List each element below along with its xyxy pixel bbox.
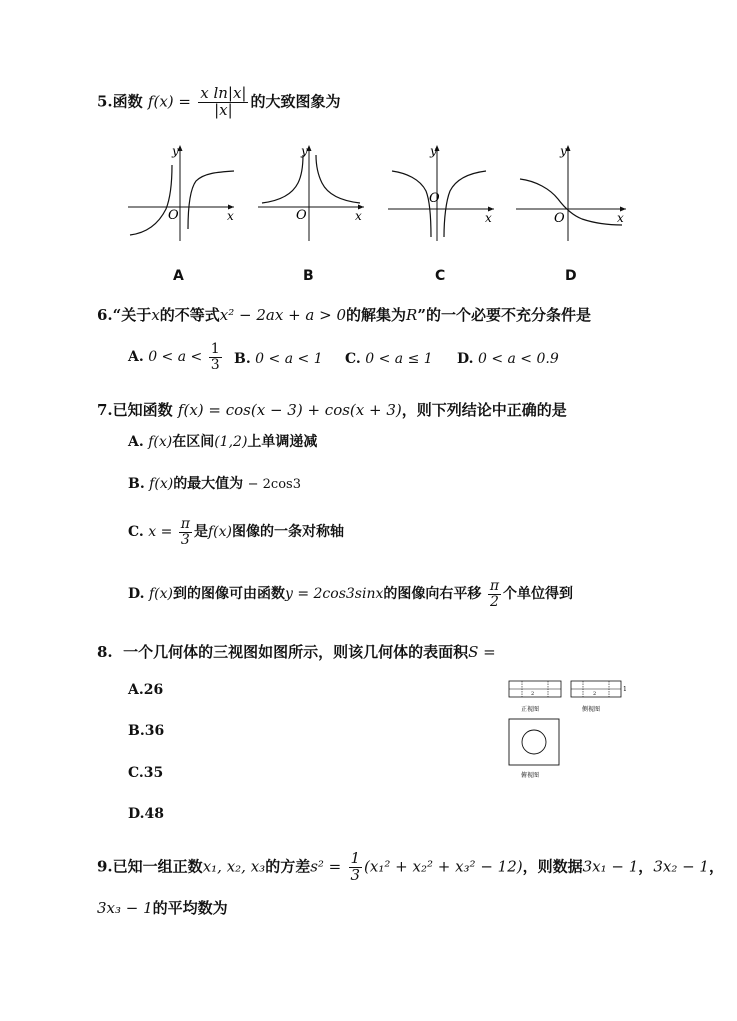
q9-sep: ， (638, 857, 654, 876)
q6-part1: “关于 (112, 306, 152, 324)
q8-option-a-label: A. (128, 682, 144, 698)
q5-graph-c-label: C (435, 268, 446, 284)
q5-graph-b (258, 143, 366, 243)
q5-graph-d (516, 143, 628, 243)
q6-option-b-label: B. (234, 351, 251, 367)
q5-graph-b-label: B (303, 268, 314, 284)
q5-stem (97, 86, 341, 119)
q8-option-b-value: 36 (144, 723, 165, 739)
q9-data1: 3x₁ − 1 (582, 857, 639, 876)
q7-option-b-math2: − 2cos3 (247, 477, 301, 492)
q6-option-c[interactable] (345, 351, 433, 367)
q7-option-d-den: 2 (489, 593, 499, 610)
q7-number: 7. (97, 401, 113, 419)
q8-option-a-value: 26 (143, 682, 164, 698)
q6-inequality: x² − 2ax + a > 0 (219, 306, 347, 324)
q8-option-c-label: C. (128, 765, 144, 781)
q7-option-d-math1: f(x) (148, 586, 173, 603)
q7-option-b[interactable] (128, 473, 301, 493)
q9-data2: 3x₂ − 1 (653, 857, 709, 876)
q7-option-c-num: π (180, 516, 190, 532)
q7-option-c-label: C. (128, 524, 144, 541)
q6-set: R (406, 306, 418, 324)
q7-option-d-text3: 个单位得到 (503, 586, 574, 603)
q7-stem (97, 399, 567, 420)
q8-front-view (509, 681, 561, 713)
q6-option-b[interactable] (234, 351, 323, 367)
q5-fraction (198, 86, 248, 119)
q9-stem-b: 的方差 (265, 857, 311, 876)
q9-frac-num: 1 (350, 849, 361, 867)
q6-part2: 的不等式 (159, 306, 220, 324)
q7-option-d-label: D. (128, 586, 145, 603)
q5-suffix: 的大致图象为 (250, 92, 341, 111)
q5-graph-c-origin: O (429, 191, 440, 206)
q9-stem (97, 851, 724, 884)
q8-option-b[interactable] (128, 723, 164, 739)
q7-option-d-math2: y = 2cos3sinx (284, 586, 384, 603)
q8-stem (97, 641, 496, 662)
q6-option-b-text: 0 < a < 1 (255, 351, 323, 367)
q7-option-b-text1: 的最大值为 (173, 476, 244, 492)
q7-option-d-text1: 到的图像可由函数 (172, 586, 285, 603)
q5-graph-d-origin: O (554, 211, 565, 226)
q8-option-a[interactable] (128, 682, 163, 698)
q5-graph-c-y-label: y (430, 144, 437, 158)
q5-graph-b-x-label: x (355, 209, 362, 223)
q9-stem-c: ，则数据 (522, 857, 583, 876)
q6-option-a-den: 3 (210, 356, 220, 373)
q5-func-lhs: f(x) = (147, 92, 191, 111)
q6-option-d-label: D. (457, 351, 474, 367)
q7-stem-a: 已知函数 (112, 401, 173, 419)
q8-front-view-label: 正视图 (521, 706, 540, 713)
q6-part3: 的解集为 (346, 306, 407, 324)
q7-option-b-math1: f(x) (149, 476, 174, 492)
q8-option-c[interactable] (128, 765, 163, 781)
q8-var: S = (468, 643, 496, 661)
q5-number: 5. (97, 92, 113, 111)
q7-option-c-math2: f(x) (207, 524, 232, 541)
q8-stem-text: 一个几何体的三视图如图所示，则该几何体的表面积 (123, 643, 469, 661)
q8-side-dim-1: 1 (623, 686, 627, 693)
q6-option-d[interactable] (457, 351, 559, 367)
q8-side-dim-2: 2 (593, 691, 597, 697)
q9-frac-den: 3 (350, 865, 361, 884)
q7-option-d-fraction (488, 579, 501, 609)
q6-option-d-text: 0 < a < 0.9 (477, 351, 559, 367)
q9-data3: 3x₃ − 1 (97, 899, 153, 917)
q7-option-a-label: A. (128, 434, 144, 450)
q6-option-a-text: 0 < a < (148, 349, 203, 366)
q8-three-view-figure (505, 678, 641, 780)
q8-number: 8. (97, 643, 113, 661)
q8-side-view (571, 681, 627, 713)
q6-option-a-num: 1 (210, 341, 220, 357)
q9-paren: (x₁² + x₂² + x₃² − 12) (364, 857, 523, 876)
q7-option-c-fraction (179, 517, 192, 547)
q9-fraction (349, 851, 363, 884)
q7-option-d-num: π (489, 578, 500, 594)
q7-option-c-text2: 图像的一条对称轴 (231, 524, 344, 541)
q5-frac-den: |x| (214, 100, 233, 119)
q5-graph-b-origin: O (296, 208, 307, 223)
q8-front-dim: 2 (531, 691, 535, 697)
q6-option-a[interactable] (128, 342, 224, 372)
q8-top-view (509, 719, 559, 779)
q6-number: 6. (97, 306, 113, 324)
q9-tail: ， (708, 857, 724, 876)
q7-option-b-label: B. (128, 476, 145, 492)
q9-stem-a: 已知一组正数 (112, 857, 203, 876)
q5-graph-c (388, 143, 496, 243)
q9-stem-line2 (97, 897, 228, 918)
q5-graph-d-x-label: x (617, 211, 624, 225)
q8-option-d[interactable] (128, 806, 164, 822)
q6-option-a-fraction (209, 342, 222, 372)
q6-part4: ”的一个必要不充分条件是 (417, 306, 591, 324)
q6-var: x (151, 306, 160, 324)
q7-option-c[interactable] (128, 517, 344, 547)
q8-option-d-label: D. (128, 806, 145, 822)
q6-option-c-text: 0 < a ≤ 1 (365, 351, 433, 367)
q5-graph-a-origin: O (168, 208, 179, 223)
q8-option-b-label: B. (128, 723, 145, 739)
q5-graph-d-label: D (565, 268, 577, 284)
q7-option-a[interactable] (128, 431, 317, 451)
q9-number: 9. (97, 857, 113, 876)
q8-side-view-label: 侧视图 (582, 706, 601, 713)
q5-graph-b-y-label: y (301, 144, 308, 158)
q5-graph-c-x-label: x (485, 211, 492, 225)
q5-frac-num: x ln|x| (200, 84, 247, 102)
q7-option-c-math1: x = (148, 524, 173, 541)
q6-option-a-label: A. (128, 349, 144, 366)
q7-option-a-math1: f(x) (148, 434, 173, 450)
q7-option-a-math2: (1,2) (214, 434, 248, 450)
q7-option-a-text2: 上单调递减 (247, 434, 318, 450)
q7-function: f(x) = cos(x − 3) + cos(x + 3) (177, 401, 402, 419)
q9-var-lhs: s² = (310, 857, 342, 876)
q6-stem (97, 304, 591, 325)
q7-option-c-text1: 是 (193, 524, 208, 541)
q5-stem-text: 函数 (112, 92, 143, 111)
q7-option-c-den: 3 (180, 531, 190, 548)
q5-graph-d-y-label: y (560, 144, 567, 158)
q7-option-a-text1: 在区间 (172, 434, 215, 450)
q7-option-d[interactable] (128, 579, 573, 609)
q9-vars: x₁, x₂, x₃ (202, 857, 266, 876)
q5-graph-a-label: A (173, 268, 184, 284)
q5-graph-a-y-label: y (172, 144, 179, 158)
q8-option-d-value: 48 (144, 806, 164, 822)
q6-option-c-label: C. (345, 351, 361, 367)
q5-graph-a-x-label: x (227, 209, 234, 223)
q5-graph-a (128, 143, 236, 243)
q7-option-d-text2: 的图像向右平移 (383, 586, 482, 603)
q8-option-c-value: 35 (143, 765, 164, 781)
q7-stem-b: ，则下列结论中正确的是 (401, 401, 567, 419)
q8-top-view-label: 俯视图 (521, 772, 540, 779)
q9-stem-d: 的平均数为 (152, 899, 228, 917)
